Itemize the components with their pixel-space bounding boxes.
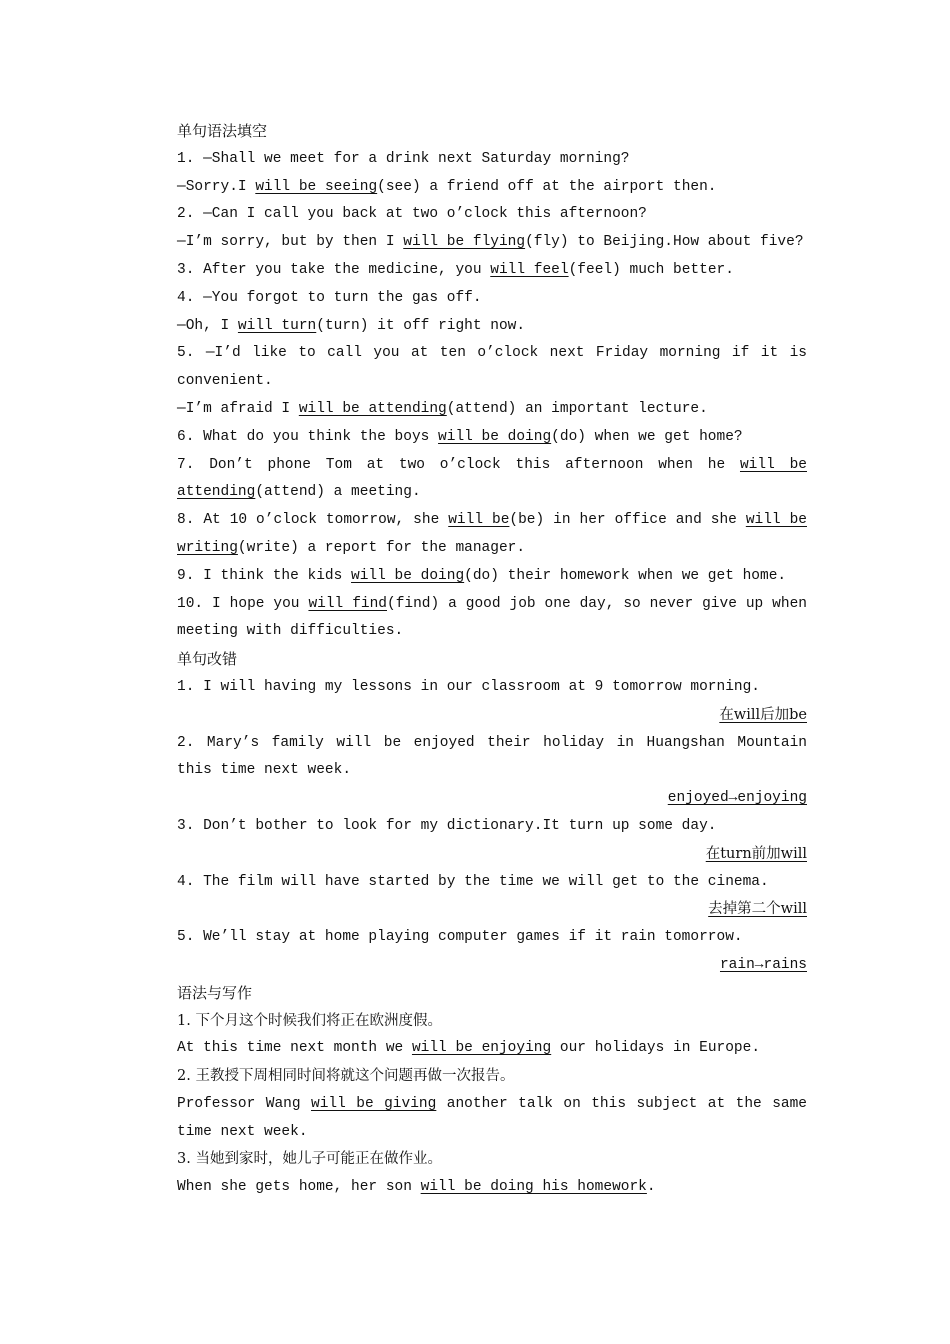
fill-item: 10. I hope you will find(find) a good job one day, so never give up when meeting with difficulties. <box>177 595 807 640</box>
correction-question: 3. Don’t bother to look for my dictionary.It turn up some day. <box>177 817 717 834</box>
fill-item: 8. At 10 o’clock tomorrow, she will be(be) in her office and she will be writing(write) a report for the manager. <box>177 512 807 556</box>
fill-item: 2. —Can I call you back at two o’clock this afternoon? <box>177 206 647 223</box>
fill-item: —I’m sorry, but by then I will be flying(fly) to Beijing.How about five? <box>177 234 804 251</box>
fill-item: 7. Don’t phone Tom at two o’clock this afternoon when he will be attending(attend) a meeting. <box>177 456 807 501</box>
translation-answer: At this time next month we will be enjoying our holidays in Europe. <box>177 1040 761 1057</box>
fill-item: 5. —I’d like to call you at ten o’clock next Friday morning if it is convenient. <box>177 345 807 390</box>
fill-item: 1. —Shall we meet for a drink next Saturday morning? <box>177 150 630 167</box>
answer-blank: will be giving <box>311 1095 437 1112</box>
translation-answer: When she gets home, her son will be doing his homework. <box>177 1179 656 1196</box>
correction-question: 1. I will having my lessons in our classroom at 9 tomorrow morning. <box>177 678 760 695</box>
answer-blank: will feel <box>490 261 569 278</box>
fill-item: 6. What do you think the boys will be doing(do) when we get home? <box>177 428 743 445</box>
fill-item: 3. After you take the medicine, you will feel(feel) much better. <box>177 261 734 278</box>
correction-answer: 去掉第二个will <box>708 901 807 918</box>
fill-item: —Sorry.I will be seeing(see) a friend off at the airport then. <box>177 178 717 195</box>
fill-item: 4. —You forgot to turn the gas off. <box>177 289 482 306</box>
correction-answer: rain→rains <box>719 956 807 973</box>
correction-answer: 在turn前加will <box>705 845 807 862</box>
exercise-page <box>144 118 807 1202</box>
answer-blank: will be attending <box>177 456 807 501</box>
correction-question: 2. Mary’s family will be enjoyed their holiday in Huangshan Mountain this time next week. <box>177 734 807 779</box>
answer-blank: will be flying <box>403 234 526 251</box>
correction-answer: 在will后加be <box>719 706 807 723</box>
answer-blank: will be writing <box>177 512 807 556</box>
answer-blank: will be doing <box>351 567 465 584</box>
answer-blank: will be attending <box>298 400 447 417</box>
translation-answer: Professor Wang will be giving another talk on this subject at the same time next week. <box>177 1095 808 1140</box>
answer-blank: will be doing his homework <box>420 1179 647 1196</box>
section-heading-correct: 单句改错 <box>177 650 238 669</box>
answer-blank: will be <box>448 512 510 529</box>
translation-prompt: 3. 当她到家时，她儿子可能正在做作业。 <box>177 1151 442 1168</box>
correction-question: 5. We’ll stay at home playing computer games if it rain tomorrow. <box>177 929 743 946</box>
translation-prompt: 2. 王教授下周相同时间将就这个问题再做一次报告。 <box>177 1068 515 1085</box>
answer-blank: will turn <box>237 317 317 334</box>
fill-item: —I’m afraid I will be attending(attend) an important lecture. <box>177 400 708 417</box>
answer-blank: will be seeing <box>255 178 378 195</box>
section-heading-fill: 单句语法填空 <box>177 122 268 140</box>
translation-prompt: 1. 下个月这个时候我们将正在欧洲度假。 <box>177 1012 442 1029</box>
fill-item: —Oh, I will turn(turn) it off right now. <box>177 317 526 334</box>
answer-blank: will find <box>308 595 387 612</box>
fill-item: 9. I think the kids will be doing(do) their homework when we get home. <box>177 567 787 584</box>
section-heading-writing: 语法与写作 <box>177 983 253 1002</box>
answer-blank: will be doing <box>438 428 552 445</box>
answer-blank: will be enjoying <box>411 1040 552 1057</box>
correction-question: 4. The film will have started by the time we will get to the cinema. <box>177 873 769 890</box>
correction-answer: enjoyed→enjoying <box>667 790 807 807</box>
